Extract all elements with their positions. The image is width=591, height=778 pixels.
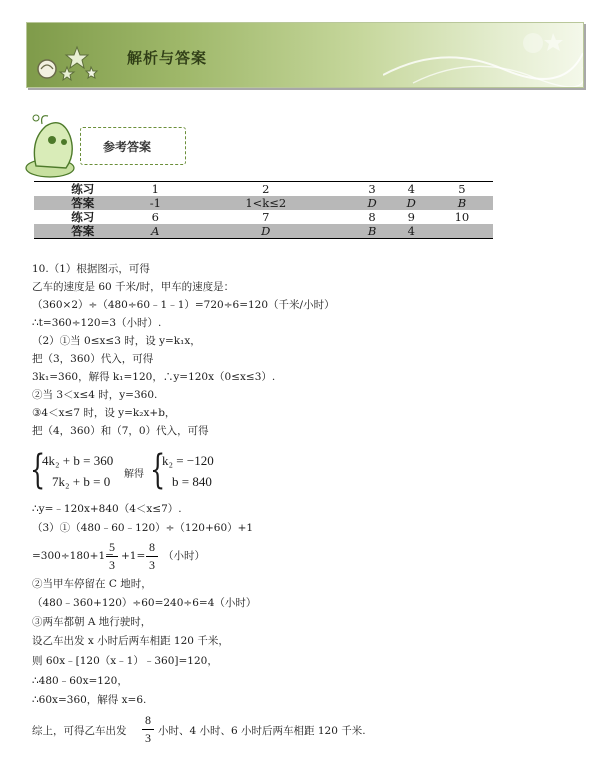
table-cell: -1 [132, 196, 180, 210]
solution-line: ③4＜x≤7 时，设 y=k₂x+b， [32, 407, 176, 419]
table-row [34, 210, 493, 224]
solution-line: 3k₁=360，解得 k₁=120，∴y=120x（0≤x≤3）. [32, 371, 276, 383]
table-cell: B [353, 224, 392, 239]
fraction-denominator: 3 [109, 558, 115, 572]
decorative-shells-icon [33, 33, 123, 83]
solve-word: 解得 [124, 469, 144, 480]
table-cell: 7 [262, 210, 270, 224]
table-cell: 3 [353, 182, 392, 197]
table-cell: 1 [132, 182, 180, 197]
fraction-8-3 [146, 540, 158, 573]
fraction-bar [142, 729, 154, 730]
table-cell: 6 [151, 210, 159, 224]
table-cell: 5 [431, 182, 493, 197]
solution-line: 10.（1）根据图示，可得 [32, 263, 150, 275]
answer-table [34, 181, 493, 239]
solution-line: ∴y=﹣120x+840（4＜x≤7）. [32, 503, 182, 515]
table-cell: D [179, 224, 352, 239]
solution-line: ∴t=360÷120=3（小时）. [32, 317, 162, 329]
table-cell [431, 224, 493, 239]
table-cell: 4 [392, 182, 431, 197]
table-cell: B [431, 196, 493, 210]
left-brace: { [30, 447, 46, 493]
fraction-5-3 [106, 540, 118, 573]
fraction-bar [146, 556, 158, 557]
fraction-numerator: 8 [145, 713, 151, 727]
banner-flourish-icon [383, 23, 583, 87]
fraction-denominator: 3 [149, 558, 155, 572]
equation-left-1: 4k₂ + b = 360 [42, 453, 114, 468]
equation-left-2: 7k₂ + b = 0 [52, 474, 111, 489]
table-cell: A [132, 224, 180, 239]
page-title: 解析与答案 [127, 49, 208, 67]
solution-line: （480﹣360+120）÷60=240÷6=4（小时） [32, 597, 257, 609]
table-row [34, 196, 493, 210]
row-header: 答案 [34, 224, 132, 239]
solution-line: ②当甲车停留在 C 地时， [32, 578, 152, 590]
solution-line: ②当 3＜x≤4 时，y=360. [32, 389, 158, 401]
fraction-numerator: 8 [149, 540, 155, 554]
solution-line: 则 60x﹣[120（x﹣1）﹣360]=120， [32, 655, 218, 667]
solution-line: （2）①当 0≤x≤3 时，设 y=k₁x， [32, 335, 201, 347]
table-cell: 8 [368, 210, 376, 224]
section-label: 参考答案 [103, 140, 152, 154]
right-brace: { [150, 447, 166, 493]
header-banner [26, 22, 584, 88]
solution-line: 设乙车出发 x 小时后两车相距 120 千米， [32, 635, 229, 647]
table-cell: 2 [179, 182, 352, 197]
fraction-bar [106, 556, 118, 557]
table-cell: 1<k≤2 [179, 196, 352, 210]
fraction-line-prefix: =300÷180+1= [32, 550, 114, 562]
fraction-line-mid: +1= [121, 550, 146, 562]
row-header: 答案 [34, 196, 132, 210]
solution-line: 乙车的速度是 60 千米/时，甲车的速度是： [32, 281, 235, 293]
table-cell: 4 [392, 224, 431, 239]
fraction-8-3 [142, 713, 154, 746]
fraction-numerator: 5 [109, 540, 115, 554]
solution-line: ∴480﹣60x=120， [32, 675, 128, 687]
solution-line: ③两车都朝 A 地行驶时， [32, 616, 152, 628]
table-cell: D [392, 196, 431, 210]
solution-line: ∴60x=360，解得 x=6. [32, 694, 147, 706]
solution-line: 把（4，360）和（7，0）代入，可得 [32, 425, 209, 437]
equation-right-2: b = 840 [172, 474, 212, 489]
table-cell: 9 [407, 210, 415, 224]
conclusion-suffix: 小时、4 小时、6 小时后两车相距 120 千米. [158, 725, 366, 737]
solution-line: 把（3，360）代入，可得 [32, 353, 154, 365]
fraction-line-suffix: （小时） [163, 550, 205, 562]
table-row [34, 182, 493, 197]
table-cell: D [353, 196, 392, 210]
fraction-denominator: 3 [145, 731, 151, 745]
conclusion-prefix: 综上，可得乙车出发 [32, 725, 127, 737]
row-header: 练习 [34, 182, 132, 197]
solution-line: （3）①（480﹣60﹣120）÷（120+60）+1 [32, 522, 254, 534]
row-header: 练习 [71, 210, 95, 224]
table-row [34, 224, 493, 239]
table-cell: 10 [454, 210, 470, 224]
equation-right-1: k₂ = −120 [162, 453, 214, 468]
solution-line: （360×2）÷（480÷60﹣1﹣1）=720÷6=120（千米/小时） [32, 299, 335, 311]
